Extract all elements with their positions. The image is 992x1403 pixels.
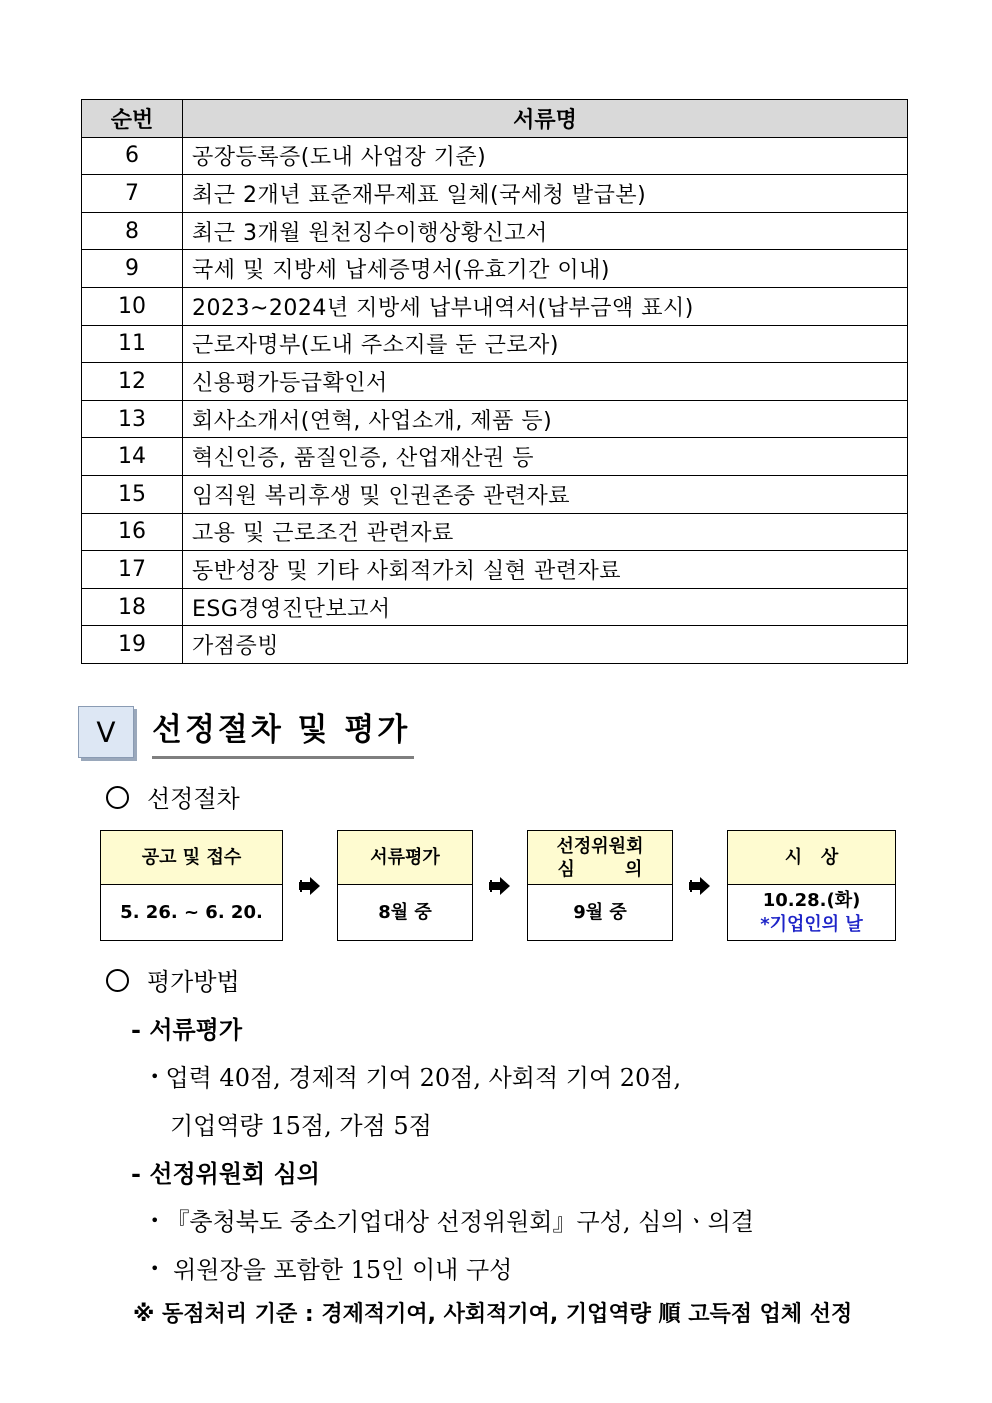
step-title: 시 상 xyxy=(728,831,895,885)
row-document-name-cell: 혁신인증, 품질인증, 산업재산권 등 xyxy=(183,438,908,476)
table-header-row xyxy=(82,100,908,138)
table-row xyxy=(82,287,908,325)
process-step-announcement xyxy=(100,830,283,941)
row-number-cell: 18 xyxy=(82,588,183,626)
step-title xyxy=(528,831,672,885)
row-number-cell: 16 xyxy=(82,513,183,551)
table-row xyxy=(82,325,908,363)
row-document-name-cell: 공장등록증(도내 사업장 기준) xyxy=(183,137,908,175)
step-date: 5. 26. ~ 6. 20. xyxy=(120,901,263,923)
table-row xyxy=(82,175,908,213)
committee-item1 xyxy=(150,1202,754,1237)
row-number-cell: 15 xyxy=(82,475,183,513)
table-row xyxy=(82,400,908,438)
process-step-award xyxy=(727,830,896,941)
row-number-cell: 13 xyxy=(82,400,183,438)
col-header-document-name: 서류명 xyxy=(183,100,908,138)
bullet-icon: • xyxy=(150,1067,160,1086)
step-title: 서류평가 xyxy=(338,831,472,885)
table-row xyxy=(82,212,908,250)
row-document-name-cell: 고용 및 근로조건 관련자료 xyxy=(183,513,908,551)
row-document-name-cell: 동반성장 및 기타 사회적가치 실현 관련자료 xyxy=(183,551,908,589)
documents-table xyxy=(81,99,908,664)
row-document-name-cell: 2023~2024년 지방세 납부내역서(납부금액 표시) xyxy=(183,287,908,325)
row-document-name-cell: 국세 및 지방세 납세증명서(유효기간 이내) xyxy=(183,250,908,288)
arrow-right-icon xyxy=(489,875,511,897)
table-row xyxy=(82,513,908,551)
procedure-heading-text: 선정절차 xyxy=(147,785,240,813)
row-document-name-cell: 최근 3개월 원천징수이행상황신고서 xyxy=(183,212,908,250)
circle-bullet-icon xyxy=(106,786,129,809)
row-number-cell: 12 xyxy=(82,363,183,401)
procedure-heading xyxy=(106,779,240,814)
row-document-name-cell: 가점증빙 xyxy=(183,626,908,664)
step-title-line2: 심 의 xyxy=(557,858,643,880)
table-row xyxy=(82,551,908,589)
doc-review-line2: 기업역량 15점, 가점 5점 xyxy=(170,1112,432,1140)
table-row xyxy=(82,588,908,626)
section-title: 선정절차 및 평가 xyxy=(152,708,414,759)
row-document-name-cell: ESG경영진단보고서 xyxy=(183,588,908,626)
row-number-cell: 6 xyxy=(82,137,183,175)
process-step-document-review xyxy=(337,830,473,941)
row-number-cell: 9 xyxy=(82,250,183,288)
table-body xyxy=(82,137,908,663)
table-row xyxy=(82,438,908,476)
row-document-name-cell: 근로자명부(도내 주소지를 둔 근로자) xyxy=(183,325,908,363)
col-header-number: 순번 xyxy=(82,100,183,138)
evaluation-heading xyxy=(106,962,240,997)
row-document-name-cell: 임직원 복리후생 및 인권존중 관련자료 xyxy=(183,475,908,513)
row-number-cell: 10 xyxy=(82,287,183,325)
step-title: 공고 및 접수 xyxy=(101,831,282,885)
row-number-cell: 17 xyxy=(82,551,183,589)
table-row xyxy=(82,137,908,175)
doc-review-line1 xyxy=(150,1058,681,1093)
tie-break-footnote: ※ 동점처리 기준 : 경제적기여, 사회적기여, 기업역량 順 고득점 업체 선정 xyxy=(133,1302,853,1327)
row-number-cell: 14 xyxy=(82,438,183,476)
row-number-cell: 11 xyxy=(82,325,183,363)
arrow-right-icon xyxy=(689,875,711,897)
committee-item1-text: 『충청북도 중소기업대상 선정위원회』구성, 심의ㆍ의결 xyxy=(165,1208,754,1236)
step-note: *기업인의 날 xyxy=(760,913,863,935)
step-title-line1: 선정위원회 xyxy=(556,835,644,857)
bullet-icon: • xyxy=(150,1211,160,1230)
process-step-committee xyxy=(527,830,673,941)
table-row xyxy=(82,250,908,288)
step-date: 9월 중 xyxy=(573,901,627,923)
table-row xyxy=(82,363,908,401)
doc-review-line1-text: 업력 40점, 경제적 기여 20점, 사회적 기여 20점, xyxy=(165,1064,682,1092)
step-date: 10.28.(화) xyxy=(762,889,861,911)
evaluation-heading-text: 평가방법 xyxy=(147,968,240,996)
row-number-cell: 19 xyxy=(82,626,183,664)
row-document-name-cell: 최근 2개년 표준재무제표 일체(국세청 발급본) xyxy=(183,175,908,213)
committee-item2-text: 위원장을 포함한 15인 이내 구성 xyxy=(165,1256,513,1284)
step-date: 8월 중 xyxy=(378,901,432,923)
section-number-box: Ⅴ xyxy=(78,706,134,758)
row-number-cell: 7 xyxy=(82,175,183,213)
arrow-right-icon xyxy=(299,875,321,897)
row-document-name-cell: 회사소개서(연혁, 사업소개, 제품 등) xyxy=(183,400,908,438)
circle-bullet-icon xyxy=(106,969,129,992)
table-row xyxy=(82,475,908,513)
doc-review-title: - 서류평가 xyxy=(131,1015,243,1044)
committee-item2 xyxy=(150,1250,512,1285)
row-number-cell: 8 xyxy=(82,212,183,250)
table-row xyxy=(82,626,908,664)
committee-title: - 선정위원회 심의 xyxy=(131,1159,320,1188)
bullet-icon: • xyxy=(150,1259,160,1278)
row-document-name-cell: 신용평가등급확인서 xyxy=(183,363,908,401)
